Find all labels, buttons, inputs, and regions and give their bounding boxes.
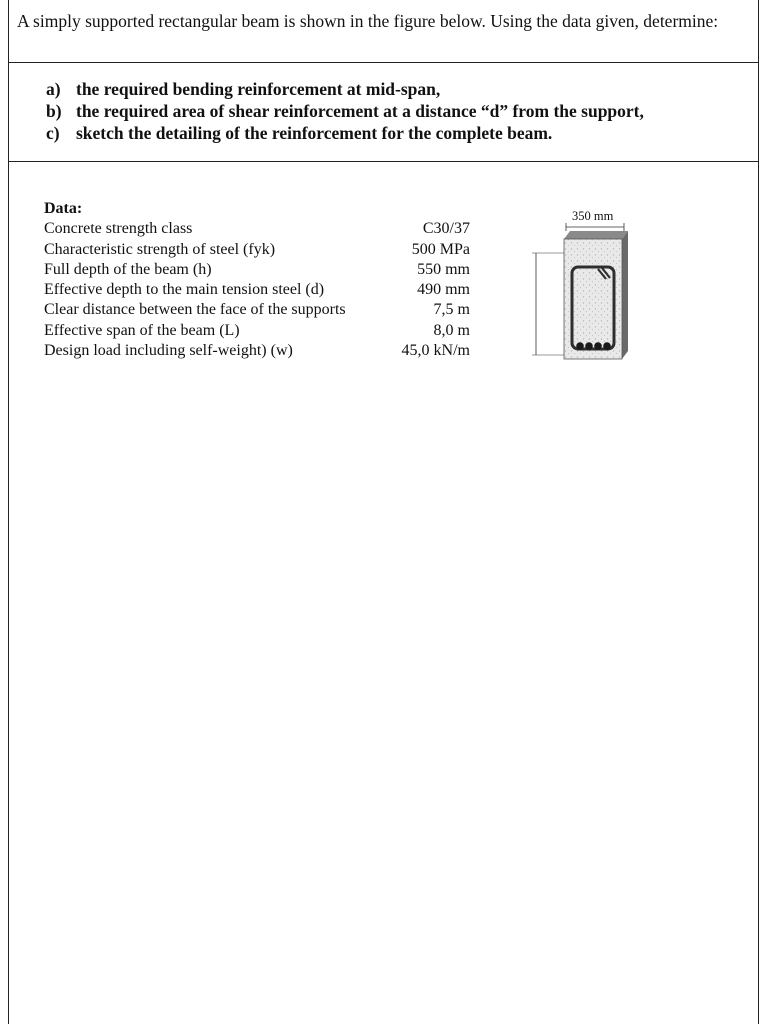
task-text: the required bending reinforcement at mid-span,	[76, 79, 441, 99]
beam-width-label: 350 mm	[572, 209, 614, 223]
task-item	[46, 100, 644, 122]
task-list	[46, 78, 644, 144]
data-row	[44, 321, 470, 341]
task-tag: a)	[46, 79, 61, 99]
data-label: Design load including self-weight) (w)	[44, 342, 293, 360]
tension-bar	[585, 342, 593, 350]
data-label: Effective depth to the main tension steel (d)	[44, 281, 325, 299]
tension-bar	[603, 342, 611, 350]
data-value: 45,0 kN/m	[401, 342, 470, 360]
data-row	[44, 260, 470, 280]
data-row	[44, 341, 470, 361]
data-row	[44, 300, 470, 320]
data-label: Effective span of the beam (L)	[44, 321, 240, 339]
data-row	[44, 240, 470, 260]
data-label: Clear distance between the face of the supports	[44, 301, 346, 319]
beam-top-face	[564, 231, 628, 239]
divider-top	[9, 62, 759, 63]
beam-cross-section-figure	[528, 205, 638, 365]
beam-section-drawing	[528, 205, 638, 365]
divider-middle	[9, 161, 759, 162]
data-label: Full depth of the beam (h)	[44, 260, 212, 278]
data-value: C30/37	[422, 220, 470, 238]
task-text: the required area of shear reinforcement at a distance “d” from the support,	[76, 101, 644, 121]
data-value: 7,5 m	[433, 301, 470, 319]
data-row	[44, 219, 470, 239]
task-item	[46, 78, 644, 100]
beam-side-face	[622, 231, 628, 359]
data-table	[44, 199, 470, 361]
problem-statement: A simply supported rectangular beam is shown in the figure below. Using the data given, determine:	[17, 11, 719, 31]
data-value: 500 MPa	[411, 240, 470, 258]
task-text: sketch the detailing of the reinforcement for the complete beam.	[76, 123, 553, 143]
page-frame	[8, 0, 759, 1024]
data-row	[44, 280, 470, 300]
task-tag: c)	[46, 123, 60, 143]
data-label: Characteristic strength of steel (fyk)	[44, 240, 276, 258]
task-tag: b)	[46, 101, 62, 121]
data-value: 8,0 m	[433, 321, 470, 339]
tension-bar	[594, 342, 602, 350]
data-value: 490 mm	[417, 281, 470, 299]
data-value: 550 mm	[417, 260, 470, 278]
tension-bar	[576, 342, 584, 350]
data-label: Concrete strength class	[44, 220, 193, 238]
data-heading: Data:	[44, 200, 83, 217]
task-item	[46, 122, 644, 144]
